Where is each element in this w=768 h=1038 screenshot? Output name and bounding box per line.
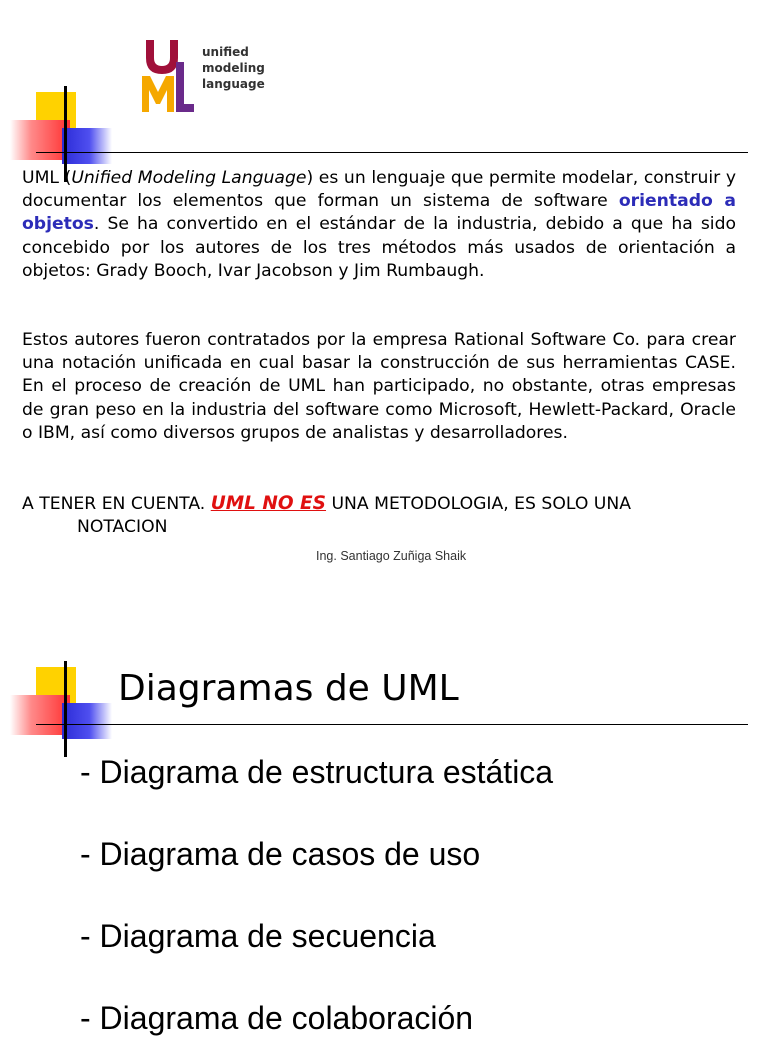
note-statement — [22, 492, 742, 539]
logo-line-1: unified — [202, 45, 249, 59]
uml-logo-icon — [140, 36, 196, 116]
history-paragraph: Estos autores fueron contratados por la empresa Rational Software Co. para crear una notación unificada en cual basar la construcción de sus herramientas CASE. En el proceso de creación de UML han participado, no obstante, otras empresas de gran peso en la industria del software como Microsoft, Hewlett-Packard, Oracle o IBM, así como diversos grupos de analistas y desarrolladores. — [22, 330, 736, 443]
note-suffix: UNA METODOLOGIA, ES SOLO UNA — [326, 494, 632, 514]
note-prefix: A TENER EN CUENTA. — [22, 494, 211, 514]
intro-text-1: UML ( — [22, 168, 72, 188]
note-line-2: NOTACION — [77, 517, 168, 537]
author-credit: Ing. Santiago Zuñiga Shaik — [316, 549, 467, 563]
intro-emphasis-link[interactable]: orientado a objetos — [22, 191, 736, 235]
diagram-list-item: - Diagrama de secuencia — [80, 918, 436, 954]
logo-line-2: modeling — [202, 61, 265, 75]
diagram-list-item: - Diagrama de casos de uso — [80, 836, 481, 872]
logo-wordmark — [202, 44, 265, 92]
slide-title: Diagramas de UML — [118, 668, 459, 709]
diagram-list-item: - Diagrama de colaboración — [80, 1000, 474, 1036]
divider-line-bottom — [36, 724, 748, 725]
uml-logo — [140, 36, 290, 116]
logo-line-3: language — [202, 77, 265, 91]
diagram-list-item: - Diagrama de estructura estática — [80, 754, 554, 790]
intro-paragraph — [22, 167, 736, 283]
note-highlight: UML NO ES — [210, 493, 327, 514]
intro-italic: Unified Modeling Language — [71, 168, 307, 188]
intro-text-3: . Se ha convertido en el estándar de la industria, debido a que ha sido concebido por los autores de los tres métodos más usados de orientación a objetos: Grady Booch, Ivar Jacobson y Jim Rumbaugh. — [22, 214, 736, 281]
intro-text-2: ) es un lenguaje que permite modelar, construir y documentar los elementos que forman un sistema de software — [22, 168, 736, 212]
corner-ornament-bottom — [10, 667, 120, 757]
divider-line-top — [36, 152, 748, 153]
